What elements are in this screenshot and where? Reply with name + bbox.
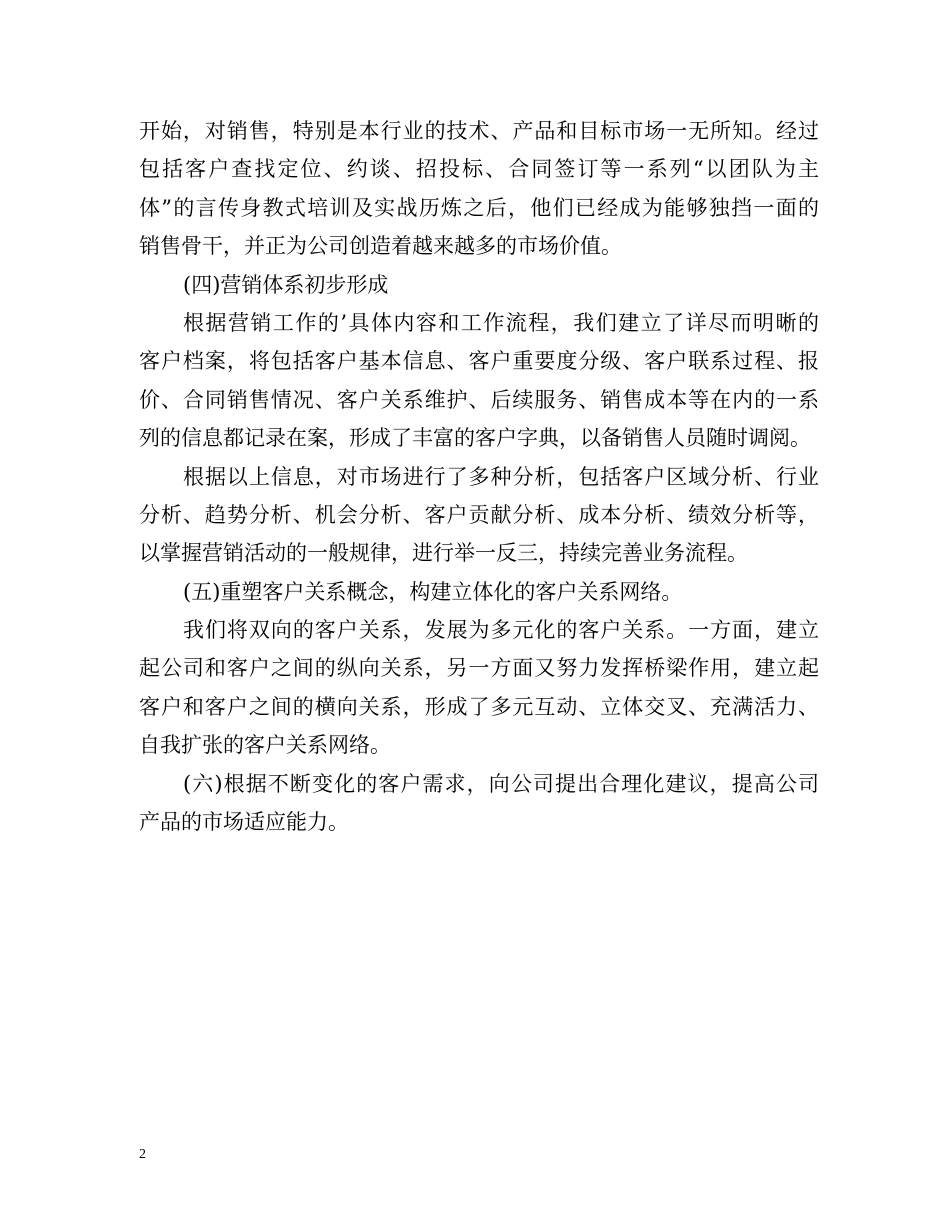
paragraph-first-line: (五)重塑客户关系概念，构建立体化的客户关系网络。 <box>183 579 683 604</box>
paragraph-line: 客户和客户之间的横向关系，形成了多元互动、立体交叉、充满活力、 <box>139 694 819 719</box>
paragraph-line: 客户档案，将包括客户基本信息、客户重要度分级、客户联系过程、报 <box>139 349 819 374</box>
paragraph-line: 体”的言传身教式培训及实战历炼之后，他们已经成为能够独挡一面的 <box>139 195 819 220</box>
paragraph-line: 以掌握营销活动的一般规律，进行举一反三，持续完善业务流程。 <box>139 541 748 566</box>
body-text <box>139 112 819 841</box>
paragraph-first-line: (六)根据不断变化的客户需求，向公司提出合理化建议，提高公司 <box>183 771 819 796</box>
paragraph-line: 销售骨干，并正为公司创造着越来越多的市场价值。 <box>139 234 622 259</box>
paragraph-line: 价、合同销售情况、客户关系维护、后续服务、销售成本等在内的一系 <box>139 387 819 412</box>
paragraph-line: 产品的市场适应能力。 <box>139 810 349 835</box>
paragraph-line: 开始，对销售，特别是本行业的技术、产品和目标市场一无所知。经过 <box>139 119 819 143</box>
paragraph-line: 包括客户查找定位、约谈、招投标、合同签订等一系列“以团队为主 <box>139 157 819 182</box>
paragraph-line: 列的信息都记录在案，形成了丰富的客户字典，以备销售人员随时调阅。 <box>139 426 811 451</box>
paragraph-first-line: 根据以上信息，对市场进行了多种分析，包括客户区域分析、行业 <box>183 464 819 489</box>
page-number: 2 <box>139 1147 146 1162</box>
paragraph-line: 分析、趋势分析、机会分析、客户贡献分析、成本分析、绩效分析等， <box>139 502 819 527</box>
paragraph-first-line: (四)营销体系初步形成 <box>183 272 389 297</box>
paragraph-first-line: 我们将双向的客户关系，发展为多元化的客户关系。一方面，建立 <box>183 618 819 643</box>
paragraph-line: 起公司和客户之间的纵向关系，另一方面又努力发挥桥梁作用，建立起 <box>139 656 819 681</box>
paragraph-first-line: 根据营销工作的’具体内容和工作流程，我们建立了详尽而明晰的 <box>183 310 819 335</box>
paragraph-line: 自我扩张的客户关系网络。 <box>139 733 391 758</box>
